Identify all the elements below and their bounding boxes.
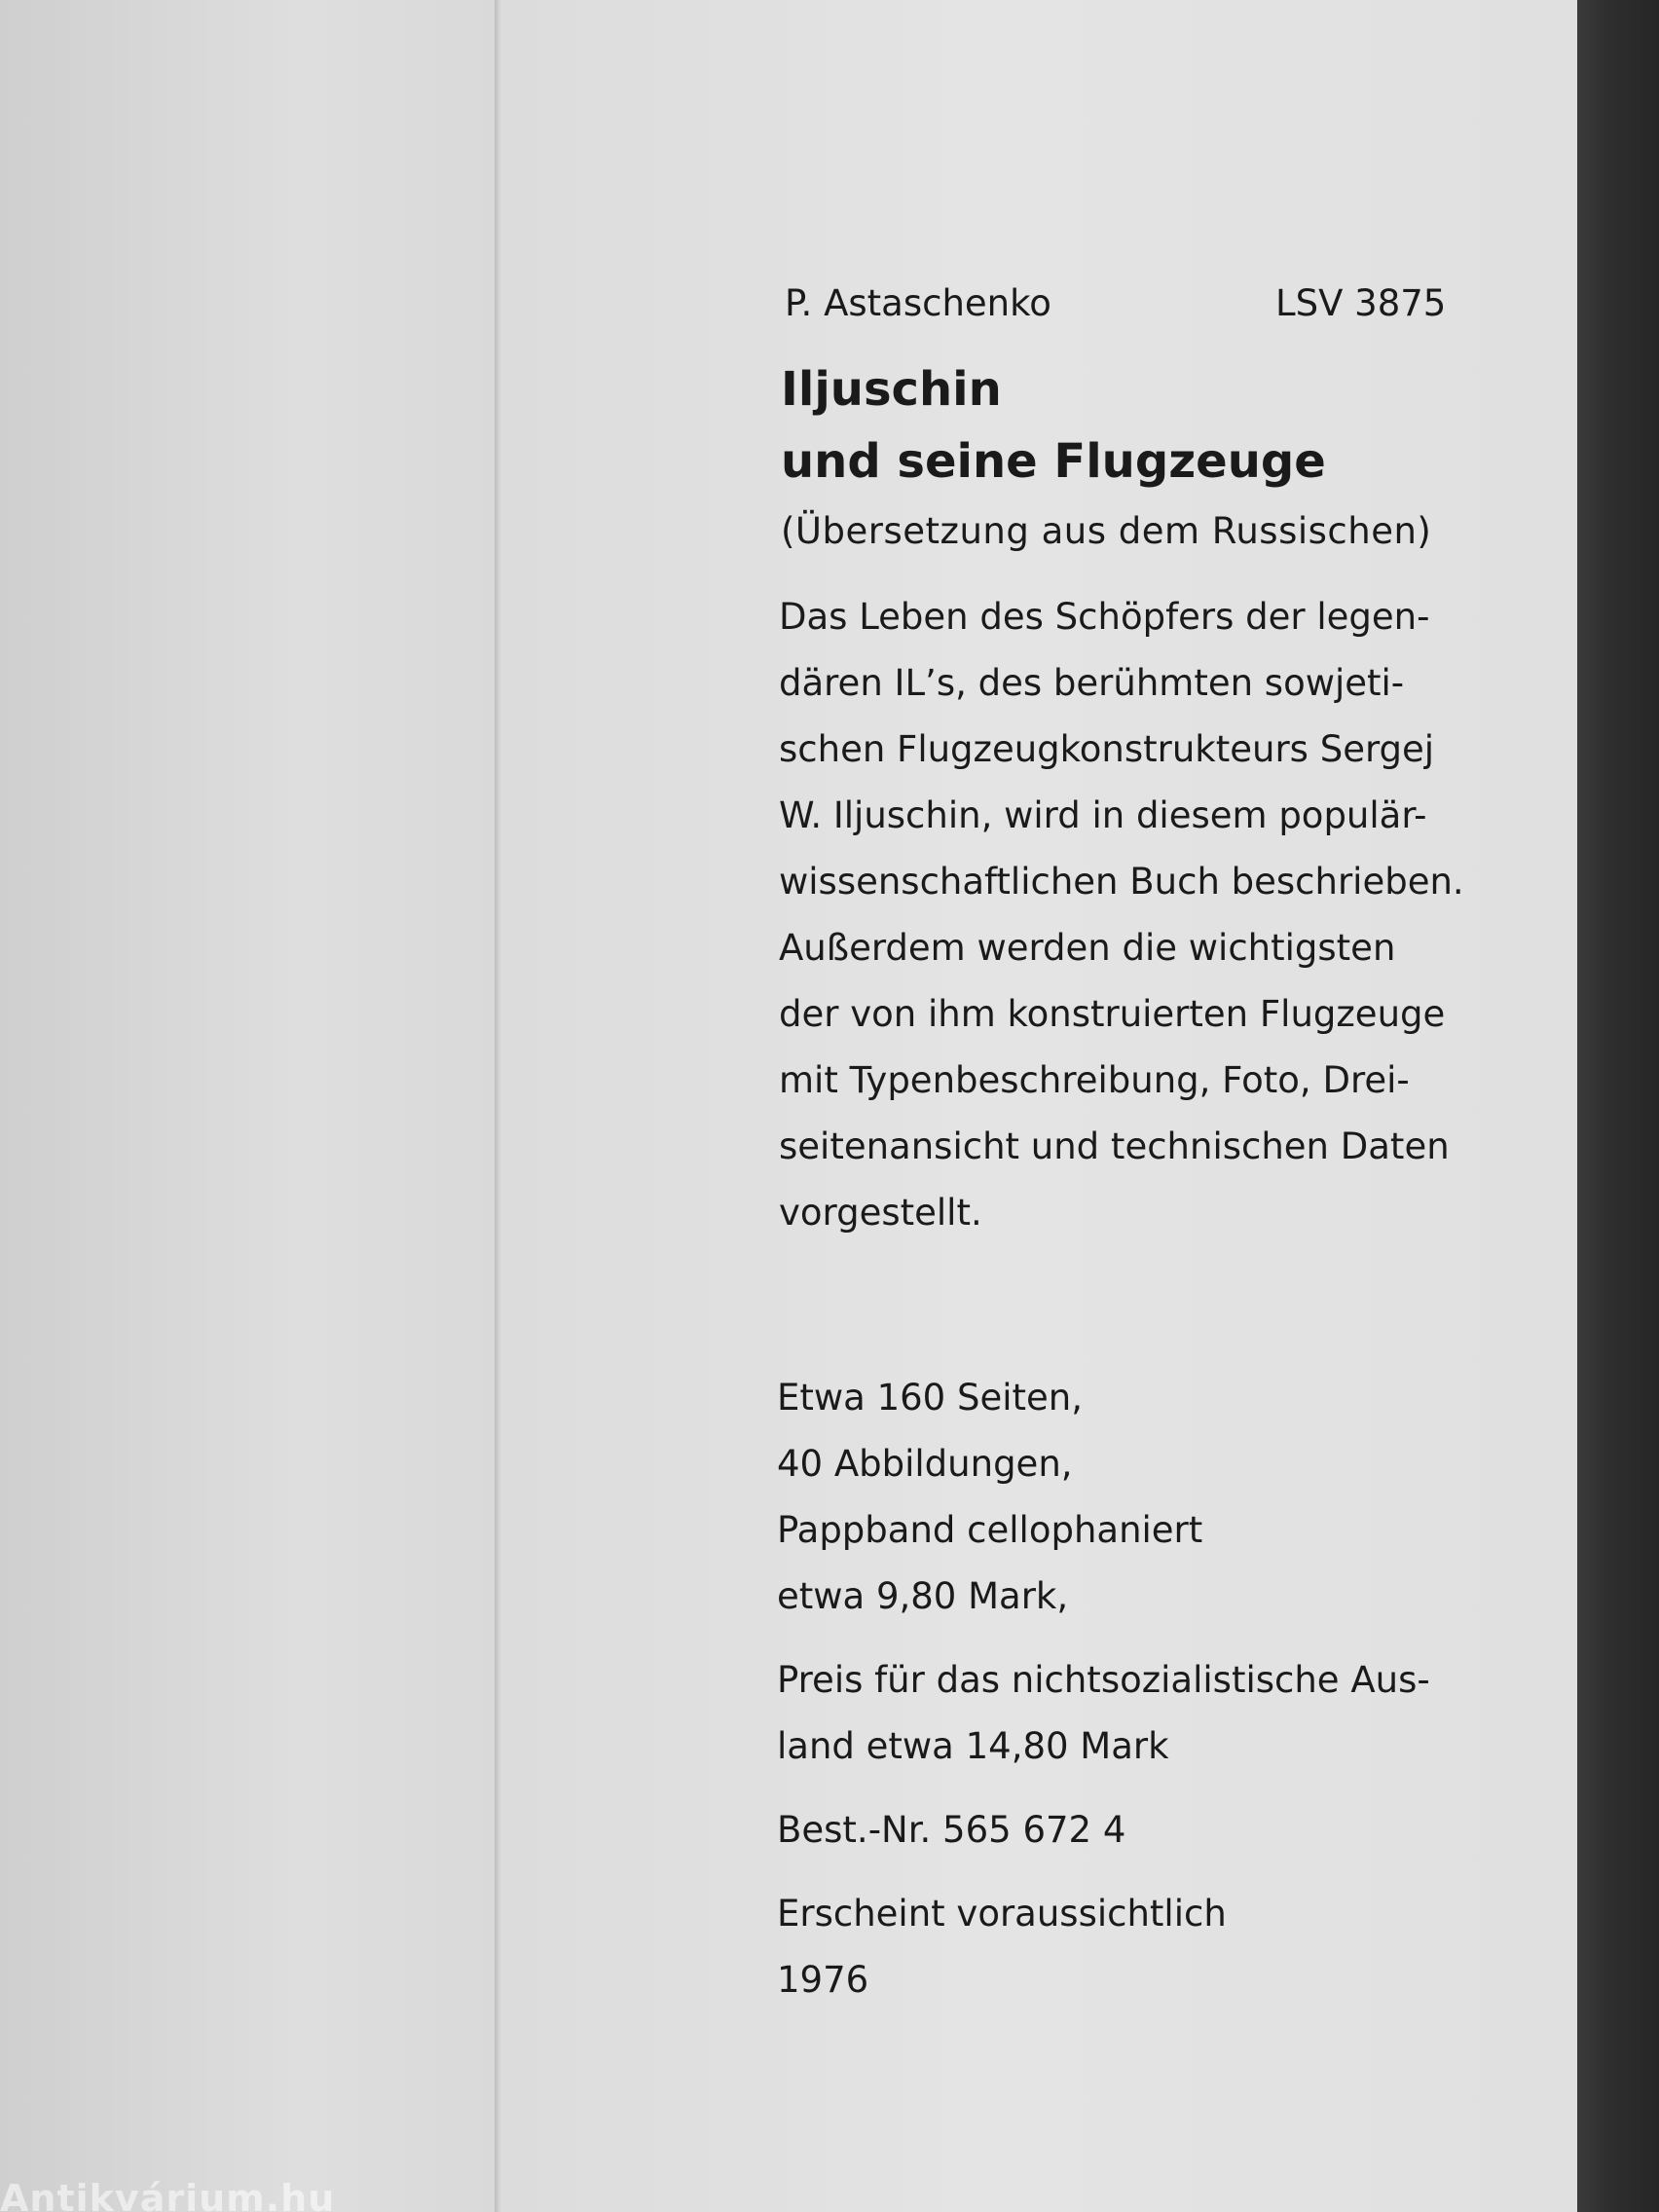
- watermark: Antikvárium.hu: [0, 2177, 336, 2212]
- foreign-price-line-1: Preis für das nichtsozialistische Aus-: [777, 1659, 1430, 1701]
- description-line: Außerdem werden die wichtigsten: [779, 927, 1396, 969]
- description-line: schen Flugzeugkonstrukteurs Sergej: [779, 728, 1435, 770]
- cover-edge: [1577, 0, 1659, 2212]
- description-line: mit Typenbeschreibung, Foto, Drei-: [779, 1059, 1410, 1101]
- price: etwa 9,80 Mark,: [777, 1575, 1069, 1617]
- right-page: [500, 0, 1577, 2212]
- illustration-count: 40 Abbildungen,: [777, 1443, 1073, 1485]
- order-number: Best.-Nr. 565 672 4: [777, 1809, 1126, 1851]
- description-line: dären IL’s, des berühmten sowjeti-: [779, 662, 1405, 704]
- title-line-1: Iljuschin: [781, 362, 1002, 417]
- description-line: seitenansicht und technischen Daten: [779, 1125, 1450, 1167]
- binding-type: Pappband cellophaniert: [777, 1509, 1203, 1551]
- author-name: P. Astaschenko: [785, 282, 1051, 324]
- page-count: Etwa 160 Seiten,: [777, 1377, 1083, 1419]
- subtitle: (Übersetzung aus dem Russischen): [781, 510, 1432, 552]
- left-page: [0, 0, 500, 2212]
- release-year: 1976: [777, 1959, 869, 2001]
- description-line: vorgestellt.: [779, 1192, 982, 1234]
- description-line: Das Leben des Schöpfers der legen-: [779, 596, 1430, 638]
- description-line: W. Iljuschin, wird in diesem populär-: [779, 794, 1427, 836]
- description-line: wissenschaftlichen Buch beschrieben.: [779, 861, 1464, 903]
- title-line-2: und seine Flugzeuge: [781, 434, 1326, 489]
- description-line: der von ihm konstruierten Flugzeuge: [779, 993, 1446, 1035]
- foreign-price-line-2: land etwa 14,80 Mark: [777, 1725, 1169, 1767]
- series-code: LSV 3875: [1275, 282, 1447, 324]
- release-line-1: Erscheint voraussichtlich: [777, 1893, 1227, 1935]
